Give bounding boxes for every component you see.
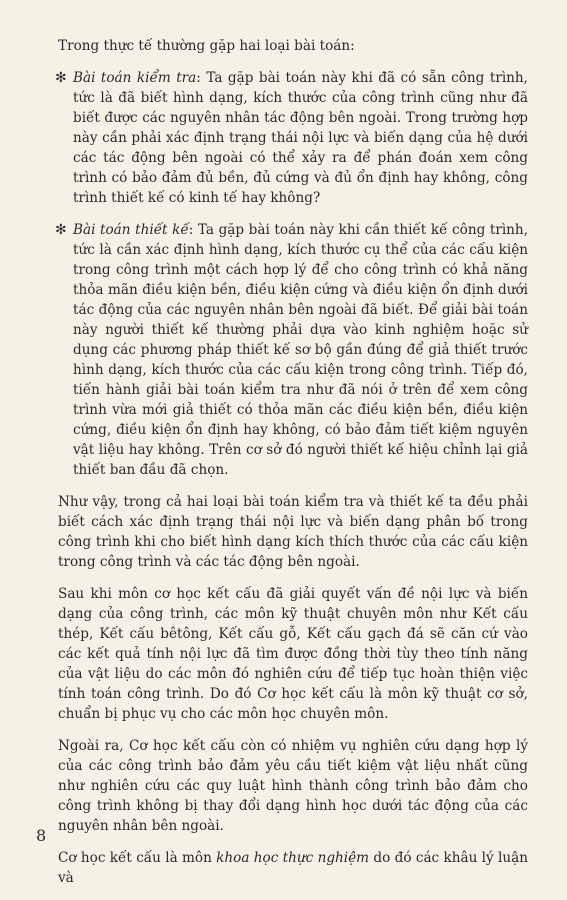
body-paragraph: Ngoài ra, Cơ học kết cấu còn có nhiệm vụ nghiên cứu dạng hợp lý của các công trình bảo đảm yêu cầu tiết kiệm vật liệu nhất cũng như nghiên cứu các quy luật hình thành công trình bảo đảm cho công trình không bị thay đổi dạng hình học dưới tác động của các nguyên nhân bên ngoài. bbox=[58, 738, 528, 834]
bullet-item-inspection bbox=[55, 68, 528, 208]
emphasis-text: khoa học thực nghiệm bbox=[216, 850, 370, 866]
asterisk-bullet-icon: ✻ bbox=[55, 222, 67, 238]
bullet-title: Bài toán thiết kế bbox=[73, 222, 189, 238]
asterisk-bullet-icon: ✻ bbox=[55, 70, 67, 86]
body-paragraph: Sau khi môn cơ học kết cấu đã giải quyết vấn đề nội lực và biến dạng của công trình, các môn kỹ thuật chuyên môn như Kết cấu thép, Kết cấu bêtông, Kết cấu gỗ, Kết cấu gạch đá sẽ căn cứ vào các kết quả tính nội lực đã tìm được đồng thời tùy theo tính năng của vật liệu do các môn đó nghiên cứu để tiếp tục hoàn thiện việc tính toán công trình. Do đó Cơ học kết cấu là môn kỹ thuật cơ sở, chuẩn bị phục vụ cho các môn học chuyên môn. bbox=[58, 586, 528, 722]
bullet-title: Bài toán kiểm tra bbox=[73, 70, 197, 86]
intro-paragraph: Trong thực tế thường gặp hai loại bài toán: bbox=[58, 38, 355, 54]
body-paragraph: Như vậy, trong cả hai loại bài toán kiểm tra và thiết kế ta đều phải biết cách xác định trạng thái nội lực và biến dạng phân bố trong công trình khi cho biết hình dạng kích thích thước của các cấu kiện trong công trình và các tác động bên ngoài. bbox=[58, 494, 528, 570]
last-paragraph: Cơ học kết cấu là môn khoa học thực nghiệm do đó các khâu lý luận và bbox=[58, 850, 528, 886]
page-content bbox=[55, 36, 529, 900]
page-number: 8 bbox=[36, 826, 47, 845]
bullet-item-design bbox=[55, 220, 529, 480]
bullet-text: : Ta gặp bài toán này khi cần thiết kế công trình, tức là cần xác định hình dạng, kích thước cụ thể của các cấu kiện trong công trình một cách hợp lý để cho công trình có khả năng thỏa mãn điều kiện bền, điều kiện cứng và điều kiện ổn định dưới tác động của các nguyên nhân bên ngoài đã biết. Để giải bài toán này người thiết kế thường phải dựa vào kinh nghiệm hoặc sử dụng các phương pháp thiết kế sơ bộ gần đúng để giả thiết trước hình dạng, kích thước của các cấu kiện trong công trình. Tiếp đó, tiến hành giải bài toán kiểm tra như đã nói ở trên để xem công trình vừa mới giả thiết có thỏa mãn các điều kiện bền, điều kiện cứng, điều kiện ổn định hay không, có bảo đảm tiết kiệm nguyên vật liệu hay không. Trên cơ sở đó người thiết kế hiệu chỉnh lại giả thiết ban đầu đã chọn. bbox=[73, 222, 529, 478]
bullet-text: : Ta gặp bài toán này khi đã có sẵn công trình, tức là đã biết hình dạng, kích thước của công trình cũng như đã biết được các nguyên nhân tác động bên ngoài. Trong trường hợp này cần phải xác định trạng thái nội lực và biến dạng của hệ dưới các tác động bên ngoài có thể xảy ra để phán đoán xem công trình có bảo đảm đủ bền, đủ cứng và đủ ổn định hay không, công trình thiết kế có kinh tế hay không? bbox=[73, 70, 528, 206]
